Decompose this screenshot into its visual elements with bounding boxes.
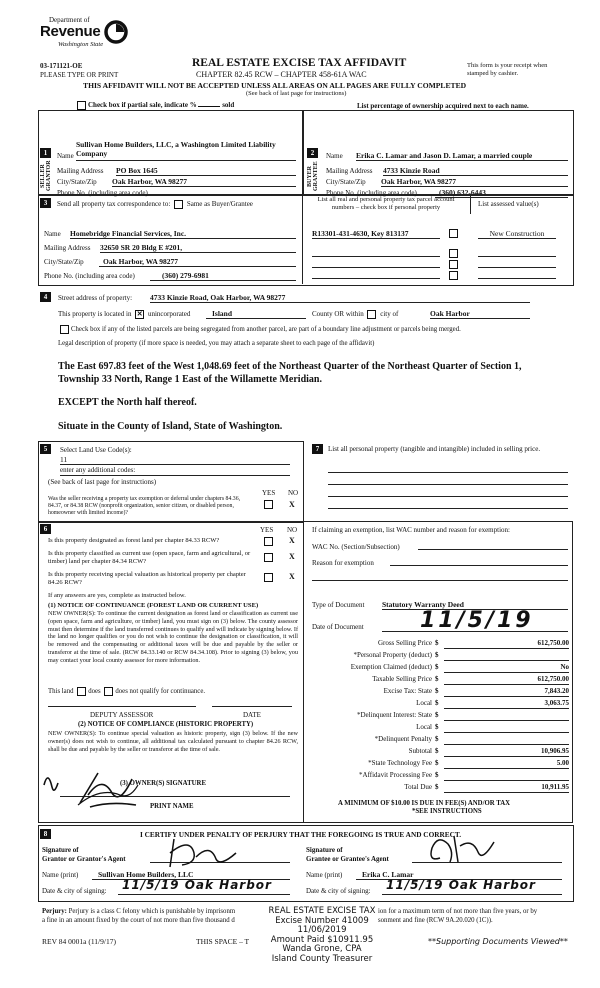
seller-side-label: SELLER GRANTOR — [40, 160, 52, 192]
fee-dollar-sign: $ — [435, 759, 439, 767]
fee-label: Local — [416, 699, 432, 707]
fee-value[interactable]: 612,750.00 — [444, 639, 569, 649]
section-7-badge: 7 — [312, 444, 323, 454]
land-use-select-label: Select Land Use Code(s): — [60, 446, 132, 454]
if-yes-note: If any answers are yes, complete as instructed below. — [48, 592, 186, 599]
fee-label: *Delinquent Interest: State — [356, 711, 432, 719]
notice-compliance-title: (2) NOTICE OF COMPLIANCE (HISTORIC PROPERTY) — [78, 721, 254, 728]
yes-header-5: YES — [262, 489, 276, 497]
grantor-signature-scribble — [160, 835, 240, 870]
personal-property-line-4[interactable] — [328, 508, 568, 509]
owner-signature-label: (3) OWNER(S) SIGNATURE — [120, 780, 206, 787]
parcel-1-personal-checkbox[interactable] — [449, 229, 458, 238]
corr-mail-label: Mailing Address — [44, 244, 91, 252]
does-checkbox[interactable] — [77, 687, 86, 696]
form-revision: REV 84 0001a (11/9/17) — [42, 937, 116, 946]
forest-no-answer[interactable]: X — [289, 536, 295, 545]
grantor-signature-label: Signature of Grantor or Grantor's Agent — [42, 846, 126, 863]
parcel-number-3[interactable] — [312, 260, 440, 268]
section-5-badge: 5 — [40, 444, 51, 454]
grantor-name[interactable]: Sullivan Home Builders, LLC — [92, 870, 290, 880]
grantee-signature-scribble — [420, 828, 500, 868]
notice-compliance-body: NEW OWNER(S): To continue special valuation as historic property, sign (3) below. If the new owner(s) does not wish to continue, all additional tax calculated pursuant to chapter 84.26 RCW, shall be due and payable by the seller or transferor at the time of sale. — [48, 730, 298, 753]
fee-row — [330, 711, 570, 721]
perjury-text-2: a fine in an amount fixed by the court of not more than five thousand d — [42, 916, 235, 924]
fee-value[interactable] — [444, 735, 569, 745]
buyer-city[interactable]: Oak Harbor, WA 98277 — [381, 177, 568, 187]
unincorporated-checkbox[interactable]: ✕ — [136, 310, 143, 318]
see-back-note: (See back of last page for instructions) — [246, 90, 347, 97]
assessed-value-1[interactable]: New Construction — [478, 229, 556, 239]
segregated-checkbox[interactable] — [60, 325, 69, 334]
segregated-note: Check box if any of the listed parcels are being segregated from another parcel, are part of a boundary line adjustment or parcels being merged. — [71, 326, 461, 334]
fee-value[interactable]: 612,750.00 — [444, 675, 569, 685]
fees-table — [330, 639, 570, 799]
same-as-buyer-checkbox[interactable] — [174, 200, 183, 209]
fee-see-instructions: *SEE INSTRUCTIONS — [412, 808, 482, 815]
stamp-line-3: 11/06/2019 — [297, 925, 347, 935]
legal-description-1[interactable]: The East 697.83 feet of the West 1,048.69 feet of the Northeast Quarter of the Northeast Quarter of Section 1, Township 33 North, Range 1 East of the Willamette Meridian. — [58, 361, 522, 385]
notice-continuance-body: NEW OWNER(S): To continue the current designation as forest land or classification as current use (open space, farm and agriculture, or timber) land, you must sign on (3) below. The county assessor must then determine if the land transferred continues to qualify and will indicate by signing below. If the land no longer qualifies or you do not wish to continue the designation or classification, it will be removed and the compensating or additional taxes will be due and payable by the seller or transferor at the time of sale. (RCW 84.33.140 or RCW 84.34.108). Prior to signing (3) below, you may contact your local county assessor for more information. — [48, 610, 298, 664]
treasurer-stamp — [266, 907, 378, 964]
county-label-row — [312, 310, 398, 319]
section-3-divider — [302, 194, 303, 284]
current-use-no-answer[interactable]: X — [289, 552, 295, 561]
fee-dollar-sign: $ — [435, 687, 439, 695]
grantee-date[interactable]: 11/5/19 Oak Harbor — [386, 878, 536, 892]
seller-name-line — [76, 160, 296, 161]
certify-statement: I CERTIFY UNDER PENALTY OF PERJURY THAT THE FOREGOING IS TRUE AND CORRECT. — [140, 830, 462, 839]
grantor-date-line — [118, 894, 290, 895]
doc-type-label: Type of Document — [312, 601, 365, 609]
historic-no-answer[interactable]: X — [289, 572, 295, 581]
doc-date-label: Date of Document — [312, 623, 364, 631]
exemption-question: Was the seller receiving a property tax exemption or deferral under chapters 84.36, 84.37, or 84.38 RCW (nonprofit organization, senior citizen, or disabled person, homeowner with limited income)? — [48, 496, 241, 516]
perjury-left — [42, 908, 235, 925]
buyer-phone-label: Phone No. (including area code) — [326, 189, 417, 197]
personal-property-line-1[interactable] — [328, 472, 568, 473]
street-label: Street address of property: — [58, 294, 133, 302]
fee-row — [330, 687, 570, 697]
land-use-code[interactable]: 11 — [60, 455, 290, 465]
stamp-line-4: Amount Paid $10911.95 — [270, 934, 374, 945]
fee-value[interactable] — [444, 771, 569, 781]
stamp-line-5: Wanda Grone, CPA — [282, 944, 362, 954]
fee-dollar-sign: $ — [435, 711, 439, 719]
grantee-name[interactable]: Erika C. Lamar — [356, 870, 562, 880]
fee-value[interactable] — [444, 651, 569, 661]
receipt-note: This form is your receipt when stamped by cashier. — [467, 62, 548, 77]
yes-header-6: YES — [260, 526, 274, 534]
buyer-side-label: BUYER GRANTEE — [307, 161, 319, 191]
fee-row — [330, 735, 570, 745]
fee-row — [330, 639, 570, 649]
fee-dollar-sign: $ — [435, 651, 439, 659]
parcel-3-personal-checkbox[interactable] — [449, 260, 458, 269]
assessed-header: List assessed value(s) — [478, 200, 539, 208]
deputy-assessor-line[interactable] — [48, 706, 196, 707]
fee-row — [330, 675, 570, 685]
fee-row — [330, 771, 570, 781]
form-title: REAL ESTATE EXCISE TAX AFFIDAVIT — [192, 57, 407, 69]
fee-value[interactable]: 10,906.95 — [444, 747, 569, 757]
form-chapter: CHAPTER 82.45 RCW – CHAPTER 458-61A WAC — [196, 70, 367, 79]
corr-name-label: Name — [44, 230, 61, 238]
fee-label: Gross Selling Price — [377, 639, 432, 647]
dor-swirl-icon — [104, 20, 128, 44]
perjury-text-3: ion for a maximum term of not more than five years, or by — [378, 908, 538, 915]
section-3-badge: 3 — [40, 198, 51, 208]
notice-continuance-title: (1) NOTICE OF CONTINUANCE (FOREST LAND OR CURRENT USE) — [48, 602, 259, 609]
fee-value[interactable]: 3,063.75 — [444, 699, 569, 709]
section-4-badge: 4 — [40, 292, 51, 302]
fee-row — [330, 699, 570, 709]
perjury-text-4: sonment and fine (RCW 9A.20.020 (1C)). — [378, 916, 493, 924]
grantee-date-line — [382, 894, 562, 895]
grantee-signature-label: Signature of Grantee or Grantee's Agent — [306, 846, 389, 863]
parcel-number-2[interactable] — [312, 249, 440, 257]
property-county[interactable]: Island — [206, 309, 306, 319]
historic-question: Is this property receiving special valuation as historical property per chapter 84.26 RCW? — [48, 571, 246, 586]
current-use-yes-checkbox[interactable] — [264, 553, 273, 562]
fee-value[interactable]: 10,911.95 — [444, 783, 569, 793]
stamp-line-1: REAL ESTATE EXCISE TAX — [268, 906, 376, 916]
grantor-date-label: Date & city of signing: — [42, 887, 107, 895]
fee-dollar-sign: $ — [435, 675, 439, 683]
doc-date[interactable]: 11/5/19 — [420, 608, 534, 633]
fee-dollar-sign: $ — [435, 747, 439, 755]
supporting-docs-note: **Supporting Documents Viewed** — [428, 937, 568, 946]
partial-sale-row — [75, 101, 234, 110]
section-1-badge: 1 — [40, 148, 51, 158]
buyer-name-label: Name — [326, 152, 343, 160]
exemption-yes-checkbox[interactable] — [264, 500, 273, 509]
agency-line3: Washington State — [58, 41, 104, 48]
legal-label: Legal description of property (if more space is needed, you may attach a separate sheet to each page of the affidavit) — [58, 340, 375, 347]
grantee-date-label: Date & city of signing: — [306, 887, 371, 895]
seller-mail-label: Mailing Address — [57, 167, 104, 175]
send-correspondence-label — [57, 200, 253, 209]
fee-label: Taxable Selling Price — [372, 675, 432, 683]
city-of-label: city of — [380, 310, 399, 319]
partial-sale-percent-field[interactable] — [198, 106, 220, 107]
section-6-badge: 6 — [40, 524, 51, 534]
fee-value[interactable] — [444, 723, 569, 733]
city-of-checkbox[interactable] — [367, 310, 376, 319]
parcel-number-4[interactable] — [312, 271, 440, 279]
fee-dollar-sign: $ — [435, 639, 439, 647]
no-header-6: NO — [287, 526, 298, 534]
parcel-2-personal-checkbox[interactable] — [449, 249, 458, 258]
perjury-text-1: Perjury is a class C felony which is punishable by imprisonm — [68, 908, 236, 915]
perjury-right — [378, 908, 537, 925]
stamp-line-6: Island County Treasurer — [271, 953, 373, 964]
fee-label: *Affidavit Processing Fee — [359, 771, 432, 779]
form-warning: THIS AFFIDAVIT WILL NOT BE ACCEPTED UNLESS ALL AREAS ON ALL PAGES ARE FULLY COMPLETED — [83, 81, 467, 90]
fee-label: Local — [416, 723, 432, 731]
partial-sale-checkbox[interactable] — [77, 101, 86, 110]
print-name-label: PRINT NAME — [150, 803, 194, 810]
corr-name[interactable]: Homebridge Financial Services, Inc. — [70, 229, 296, 239]
property-street[interactable]: 4733 Kinzie Road, Oak Harbor, WA 98277 — [150, 293, 530, 303]
fee-value[interactable]: 7,843.20 — [444, 687, 569, 697]
forest-yes-checkbox[interactable] — [264, 537, 273, 546]
parcel-number-1[interactable]: R13301-431-4630, Key 813137 — [312, 229, 440, 239]
corr-city[interactable]: Oak Harbor, WA 98277 — [99, 257, 296, 267]
legal-description-3[interactable]: Situate in the County of Island, State of Washington. — [58, 421, 283, 432]
exemption-no-answer[interactable]: X — [289, 500, 295, 509]
fee-label: *Personal Property (deduct) — [353, 651, 432, 659]
send-label: Send all property tax correspondence to: — [57, 200, 171, 209]
does-not-label: does not qualify for continuance. — [115, 688, 206, 696]
buyer-name[interactable]: Erika C. Lamar and Jason D. Lamar, a married couple — [356, 151, 568, 161]
please-type: PLEASE TYPE OR PRINT — [40, 71, 119, 79]
personal-property-label: List all personal property (tangible and intangible) included in selling price. — [328, 445, 541, 453]
fee-label: *State Technology Fee — [368, 759, 432, 767]
reason-field-1[interactable] — [390, 565, 568, 566]
partial-sale-label: Check box if partial sale, indicate % — [88, 101, 197, 110]
fee-row — [330, 783, 570, 793]
fee-row — [330, 651, 570, 661]
fee-label: Subtotal — [408, 747, 432, 755]
does-label: does — [88, 688, 101, 696]
fee-dollar-sign: $ — [435, 723, 439, 731]
property-city[interactable]: Oak Harbor — [430, 309, 530, 319]
unincorporated-label: unincorporated — [147, 310, 191, 319]
fee-label: Excise Tax: State — [383, 687, 432, 695]
grantee-name-label: Name (print) — [306, 871, 343, 879]
historic-yes-checkbox[interactable] — [264, 573, 273, 582]
additional-codes-label: enter any additional codes: — [60, 466, 136, 474]
ownership-note: List percentage of ownership acquired next to each name. — [357, 102, 529, 110]
fee-dollar-sign: $ — [435, 663, 439, 671]
buyer-phone[interactable]: (360) 632-6443 — [435, 188, 568, 198]
wac-field[interactable] — [418, 549, 568, 550]
perjury-label: Perjury: — [42, 908, 67, 915]
fee-minimum-note: A MINIMUM OF $10.00 IS DUE IN FEE(S) AND/OR TAX — [338, 800, 511, 807]
form-code: 03-171121-OE — [40, 62, 83, 70]
legal-description-2[interactable]: EXCEPT the North half thereof. — [58, 397, 197, 408]
same-as-buyer-label: Same as Buyer/Grantee — [186, 200, 253, 209]
land-use-see-back: (See back of last page for instructions) — [48, 478, 157, 486]
county-or-within-label: County OR within — [312, 310, 364, 319]
buyer-mail-label: Mailing Address — [326, 167, 373, 175]
fee-dollar-sign: $ — [435, 771, 439, 779]
corr-phone-label: Phone No. (including area code) — [44, 272, 135, 280]
fee-dollar-sign: $ — [435, 735, 439, 743]
does-not-checkbox[interactable] — [104, 687, 113, 696]
personal-property-line-2[interactable] — [328, 484, 568, 485]
corr-mailing-address[interactable]: 32650 SR 20 Bldg E #201, — [100, 243, 296, 253]
seller-city[interactable]: Oak Harbor, WA 98277 — [112, 177, 296, 187]
segregated-row — [58, 325, 461, 334]
section-2-badge: 2 — [307, 148, 318, 158]
wac-label: WAC No. (Section/Subsection) — [312, 543, 400, 551]
reason-field-2[interactable] — [312, 580, 568, 581]
sold-label: sold — [222, 101, 235, 110]
fee-row — [330, 723, 570, 733]
no-header-5: NO — [288, 489, 299, 497]
agency-line2: Revenue — [40, 23, 101, 40]
corr-city-label: City/State/Zip — [44, 258, 84, 266]
seller-name[interactable]: Sullivan Home Builders, LLC, a Washington Limited Liability Company — [76, 140, 276, 158]
grantor-date[interactable]: 11/5/19 Oak Harbor — [122, 878, 272, 892]
located-label: This property is located in — [58, 310, 132, 319]
agency-line1: Department of — [49, 16, 90, 24]
grantor-name-label: Name (print) — [42, 871, 79, 879]
current-use-question: Is this property classified as current use (open space, farm and agricultural, or timber) land per chapter 84.34 RCW? — [48, 550, 251, 565]
this-space-note: THIS SPACE – T — [196, 937, 250, 946]
buyer-city-label: City/State/Zip — [326, 178, 366, 186]
additional-codes-field[interactable] — [60, 473, 290, 476]
qualify-row — [48, 687, 205, 696]
assessed-value-2[interactable] — [478, 249, 556, 257]
fee-row — [330, 759, 570, 769]
this-land-label: This land — [48, 688, 74, 696]
stamp-line-2: Excise Number 41009 — [275, 915, 369, 926]
parcels-header: List all real and personal property tax parcel account numbers – check box if personal property — [317, 196, 455, 211]
fee-dollar-sign: $ — [435, 783, 439, 791]
fee-value[interactable] — [444, 711, 569, 721]
section-8-badge: 8 — [40, 829, 51, 839]
reason-label: Reason for exemption — [312, 559, 374, 567]
parcel-4-personal-checkbox[interactable] — [449, 271, 458, 280]
seller-mailing-address[interactable]: PO Box 1645 — [116, 166, 296, 176]
seller-city-label: City/State/Zip — [57, 178, 97, 186]
assessed-value-3[interactable] — [478, 260, 556, 268]
fee-row — [330, 747, 570, 757]
assessed-value-4[interactable] — [478, 271, 556, 279]
buyer-mailing-address[interactable]: 4733 Kinzie Road — [383, 166, 568, 176]
location-row — [58, 310, 190, 319]
doc-type[interactable]: Statutory Warranty Deed — [382, 600, 568, 610]
seller-name-label: Name — [57, 152, 74, 160]
parcel-col-divider — [470, 194, 471, 214]
fee-row — [330, 663, 570, 673]
fee-dollar-sign: $ — [435, 699, 439, 707]
assessor-date-label: DATE — [243, 711, 261, 719]
fee-label: Exemption Claimed (deduct) — [350, 663, 432, 671]
exemption-claim-label: If claiming an exemption, list WAC number and reason for exemption: — [312, 526, 510, 534]
fee-label: *Delinquent Penalty — [374, 735, 432, 743]
assessor-date-line[interactable] — [212, 706, 292, 707]
dor-logo — [40, 14, 130, 58]
corr-phone[interactable]: (360) 279-6981 — [150, 271, 296, 281]
owner-signature-scribble — [40, 765, 150, 815]
fee-value[interactable]: 5.00 — [444, 759, 569, 769]
deputy-assessor-label: DEPUTY ASSESSOR — [90, 711, 154, 719]
personal-property-line-3[interactable] — [328, 496, 568, 497]
fee-value[interactable]: No — [444, 663, 569, 673]
forest-land-question: Is this property designated as forest land per chapter 84.33 RCW? — [48, 537, 220, 544]
fee-label: Total Due — [404, 783, 432, 791]
seller-phone-label: Phone No. (including area code) — [57, 189, 148, 197]
